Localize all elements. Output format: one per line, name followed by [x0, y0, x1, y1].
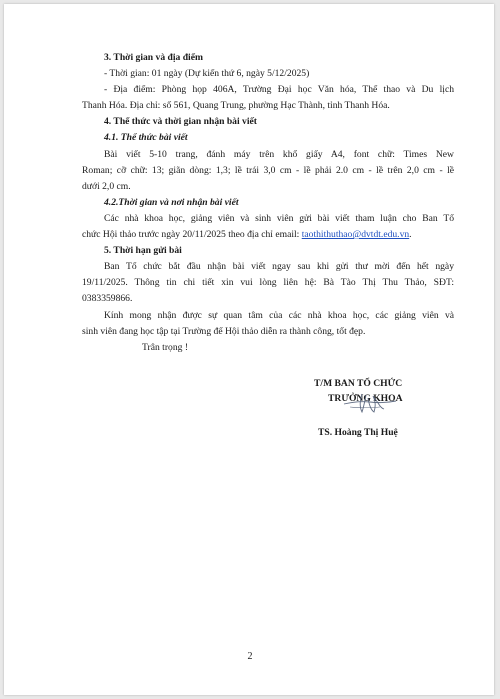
org-line1: T/M BAN TỔ CHỨC	[314, 378, 403, 389]
receive-line2-end: .	[409, 229, 412, 241]
closing-line2: sinh viên đang học tập tại Trường để Hội thảo diễn ra thành công, tốt đẹp.	[82, 325, 366, 337]
event-time: - Thời gian: 01 ngày (Dự kiến thứ 6, ngày 5/12/2025)	[104, 68, 310, 80]
receive-line1: Các nhà khoa học, giảng viên và sinh viên gửi bài viết tham luận cho Ban Tổ	[104, 212, 454, 224]
org-line2: TRƯỞNG KHOA	[328, 393, 403, 404]
signer-name: TS. Hoàng Thị Huệ	[318, 427, 398, 438]
format-line1: Bài viết 5-10 trang, đánh máy trên khổ giấy A4, font chữ: Times New	[104, 148, 454, 160]
page-number: 2	[247, 651, 253, 662]
deadline-line1: Ban Tổ chức bắt đầu nhận bài viết ngay sau khi gửi thư mời đến hết ngày	[104, 261, 454, 273]
section-4-1-heading: 4.1. Thể thức bài viết	[104, 132, 188, 144]
format-line2: Roman; cỡ chữ: 13; giãn dòng: 1,3; lề trái 3,0 cm - lề phải 2.0 cm - lề trên 2,0 cm - lề	[82, 164, 454, 176]
closing-line1: Kính mong nhận được sự quan tâm của các nhà khoa học, các giảng viên và	[104, 309, 454, 321]
section-4-heading: 4. Thể thức và thời gian nhận bài viết	[104, 116, 257, 128]
format-line3: dưới 2,0 cm.	[82, 180, 131, 192]
event-place-line1: - Địa điểm: Phòng họp 406A, Trường Đại học Văn hóa, Thể thao và Du lịch	[104, 84, 454, 96]
handwritten-signature	[340, 388, 400, 418]
email-link[interactable]: taothithuthao@dvtdt.edu.vn	[301, 229, 410, 241]
deadline-line2: 19/11/2025. Thông tin chi tiết xin vui lòng liên hệ: Bà Tào Thị Thu Thảo, SĐT:	[82, 277, 454, 289]
regards: Trân trọng !	[142, 341, 189, 353]
deadline-line3: 0383359866.	[82, 293, 133, 305]
document-body	[82, 50, 454, 356]
section-4-2-heading: 4.2.Thời gian và nơi nhận bài viết	[104, 196, 239, 208]
section-5-heading: 5. Thời hạn gửi bài	[104, 245, 182, 257]
receive-line2	[82, 227, 454, 243]
receive-line2-text: chức Hội thảo trước ngày 20/11/2025 theo địa chỉ email:	[82, 229, 302, 241]
event-place-line2: Thanh Hóa. Địa chỉ: số 561, Quang Trung, phường Hạc Thành, tỉnh Thanh Hóa.	[82, 100, 390, 112]
section-3-heading: 3. Thời gian và địa điểm	[104, 52, 203, 63]
